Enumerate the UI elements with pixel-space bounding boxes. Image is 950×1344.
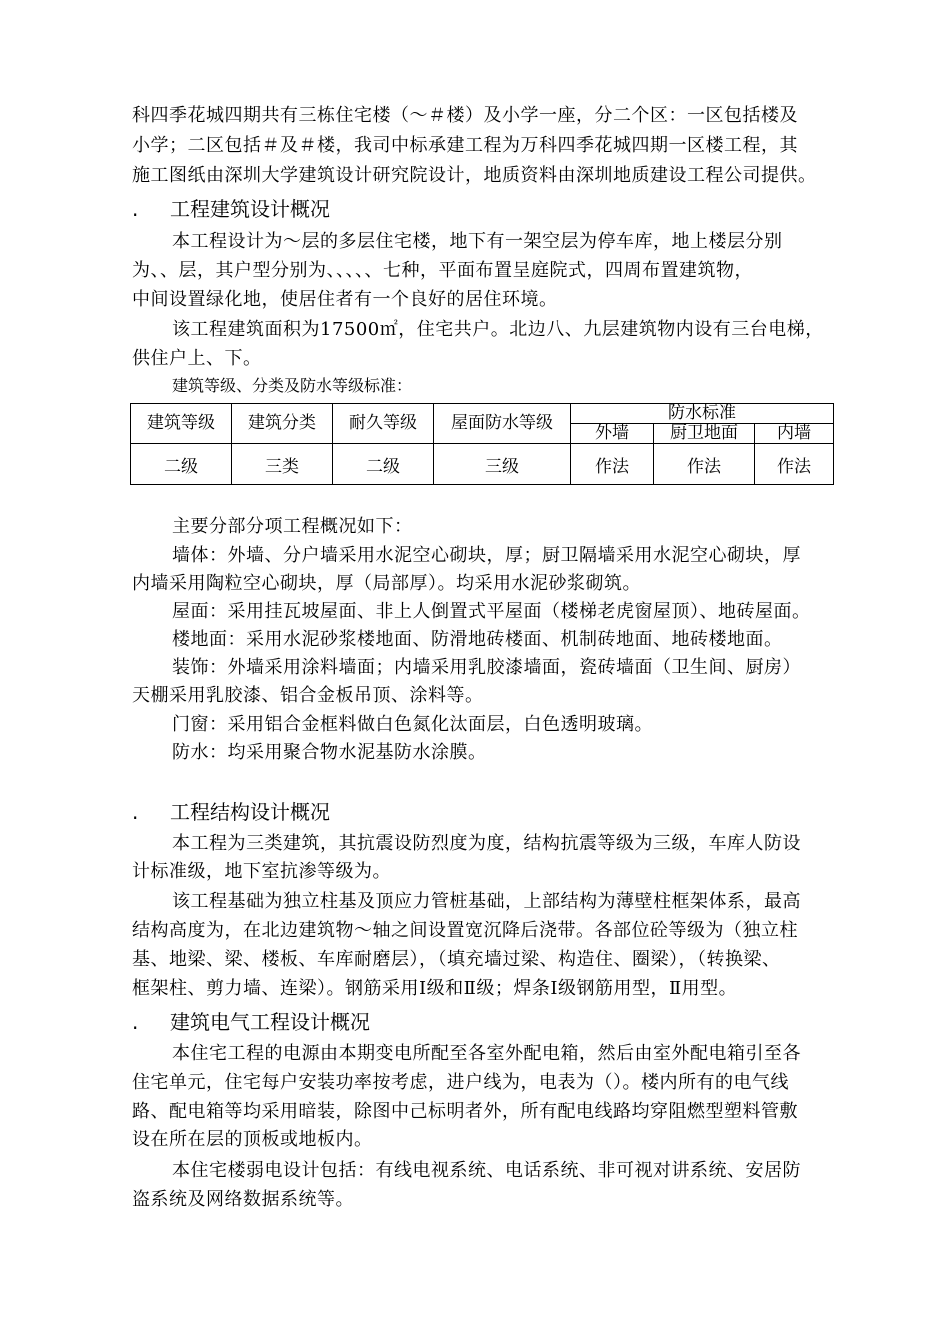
- section-heading-electrical: [132, 1009, 370, 1035]
- table-cell: 作法: [654, 444, 755, 485]
- paragraph-line: 盗系统及网络数据系统等。: [132, 1189, 354, 1210]
- paragraph-line: 该工程建筑面积为17500㎡，住宅共户。北边八、九层建筑物内设有三台电梯，: [172, 319, 824, 340]
- paragraph-line: 该工程基础为独立柱基及顶应力管桩基础，上部结构为薄壁柱框架体系，最高: [172, 891, 801, 912]
- table-group-header: 防水标准: [571, 404, 834, 424]
- intro-line-3: 施工图纸由深圳大学建筑设计研究院设计，地质资料由深圳地质建设工程公司提供。: [132, 165, 817, 186]
- paragraph-line: 框架柱、剪力墙、连梁）。钢筋采用Ⅰ级和Ⅱ级；焊条Ⅰ级钢筋用型，Ⅱ用型。: [132, 978, 738, 999]
- table-sub-header: 外墙: [571, 424, 654, 444]
- paragraph-line: 供住户上、下。: [132, 348, 262, 369]
- decor-line: 天棚采用乳胶漆、铝合金板吊顶、涂料等。: [132, 685, 484, 706]
- table-header: 耐久等级: [333, 404, 434, 444]
- subsection-intro: 主要分部分项工程概况如下：: [172, 516, 413, 537]
- floor-line: 楼地面：采用水泥砂浆楼地面、防滑地砖楼面、机制砖地面、地砖楼地面。: [172, 629, 783, 650]
- roof-line: 屋面：采用挂瓦坡屋面、非上人倒置式平屋面（楼梯老虎窗屋顶）、地砖屋面。: [172, 601, 811, 622]
- intro-line-1: 科四季花城四期共有三栋住宅楼（～＃楼）及小学一座，分二个区：一区包括楼及: [132, 105, 798, 126]
- section-title: 建筑电气工程设计概况: [170, 1010, 370, 1034]
- paragraph-line: 本工程为三类建筑，其抗震设防烈度为度，结构抗震等级为三级，车库人防设: [172, 833, 801, 854]
- section-number: .: [132, 800, 139, 824]
- section-title: 工程建筑设计概况: [170, 197, 330, 221]
- table-cell: 作法: [755, 444, 834, 485]
- waterproof-line: 防水：均采用聚合物水泥基防水涂膜。: [172, 742, 487, 763]
- paragraph-line: 计标准级，地下室抗渗等级为。: [132, 861, 391, 882]
- table-header: 屋面防水等级: [434, 404, 571, 444]
- grade-standard-table: [130, 403, 834, 485]
- paragraph-line: 本住宅楼弱电设计包括：有线电视系统、电话系统、非可视对讲系统、安居防: [172, 1160, 801, 1181]
- section-title: 工程结构设计概况: [170, 800, 330, 824]
- paragraph-line: 设在所在层的顶板或地板内。: [132, 1129, 373, 1150]
- paragraph-line: 本工程设计为～层的多层住宅楼，地下有一架空层为停车库，地上楼层分别: [172, 231, 783, 252]
- paragraph-line: 结构高度为，在北边建筑物～轴之间设置宽沉降后浇带。各部位砼等级为（独立柱: [132, 920, 798, 941]
- wall-line: 墙体：外墙、分户墙采用水泥空心砌块，厚；厨卫隔墙采用水泥空心砌块，厚: [172, 545, 801, 566]
- paragraph-line: 基、地梁、梁、楼板、车库耐磨层），（填充墙过梁、构造住、圈梁），（转换梁、: [132, 949, 781, 970]
- doors-line: 门窗：采用铝合金框料做白色氮化汰面层，白色透明玻璃。: [172, 714, 653, 735]
- paragraph-line: 住宅单元，住宅每户安装功率按考虑，进户线为，电表为（）。楼内所有的电气线: [132, 1072, 789, 1093]
- wall-line: 内墙采用陶粒空心砌块，厚（局部厚）。均采用水泥砂浆砌筑。: [132, 573, 641, 594]
- section-number: .: [132, 1010, 139, 1034]
- table-header: 建筑分类: [232, 404, 333, 444]
- table-sub-header: 内墙: [755, 424, 834, 444]
- decor-line: 装饰：外墙采用涂料墙面；内墙采用乳胶漆墙面，瓷砖墙面（卫生间、厨房）: [172, 657, 801, 678]
- table-cell: 作法: [571, 444, 654, 485]
- table-cell: 二级: [333, 444, 434, 485]
- table-caption: 建筑等级、分类及防水等级标准：: [172, 376, 413, 395]
- section-number: .: [132, 197, 139, 221]
- table-sub-header: 厨卫地面: [654, 424, 755, 444]
- table-cell: 二级: [131, 444, 232, 485]
- table-cell: 三类: [232, 444, 333, 485]
- paragraph-line: 路、配电箱等均采用暗装，除图中己标明者外，所有配电线路均穿阻燃型塑料管敷: [132, 1101, 798, 1122]
- section-heading-architecture: [132, 196, 330, 222]
- table-cell: 三级: [434, 444, 571, 485]
- paragraph-line: 本住宅工程的电源由本期变电所配至各室外配电箱，然后由室外配电箱引至各: [172, 1043, 801, 1064]
- paragraph-line: 中间设置绿化地，使居住者有一个良好的居住环境。: [132, 289, 558, 310]
- intro-line-2: 小学；二区包括＃及＃楼，我司中标承建工程为万科四季花城四期一区楼工程，其: [132, 135, 798, 156]
- paragraph-line: 为、、层，其户型分别为、、、、、七种，平面布置呈庭院式，四周布置建筑物，: [132, 260, 753, 281]
- table-header: 建筑等级: [131, 404, 232, 444]
- section-heading-structure: [132, 799, 330, 825]
